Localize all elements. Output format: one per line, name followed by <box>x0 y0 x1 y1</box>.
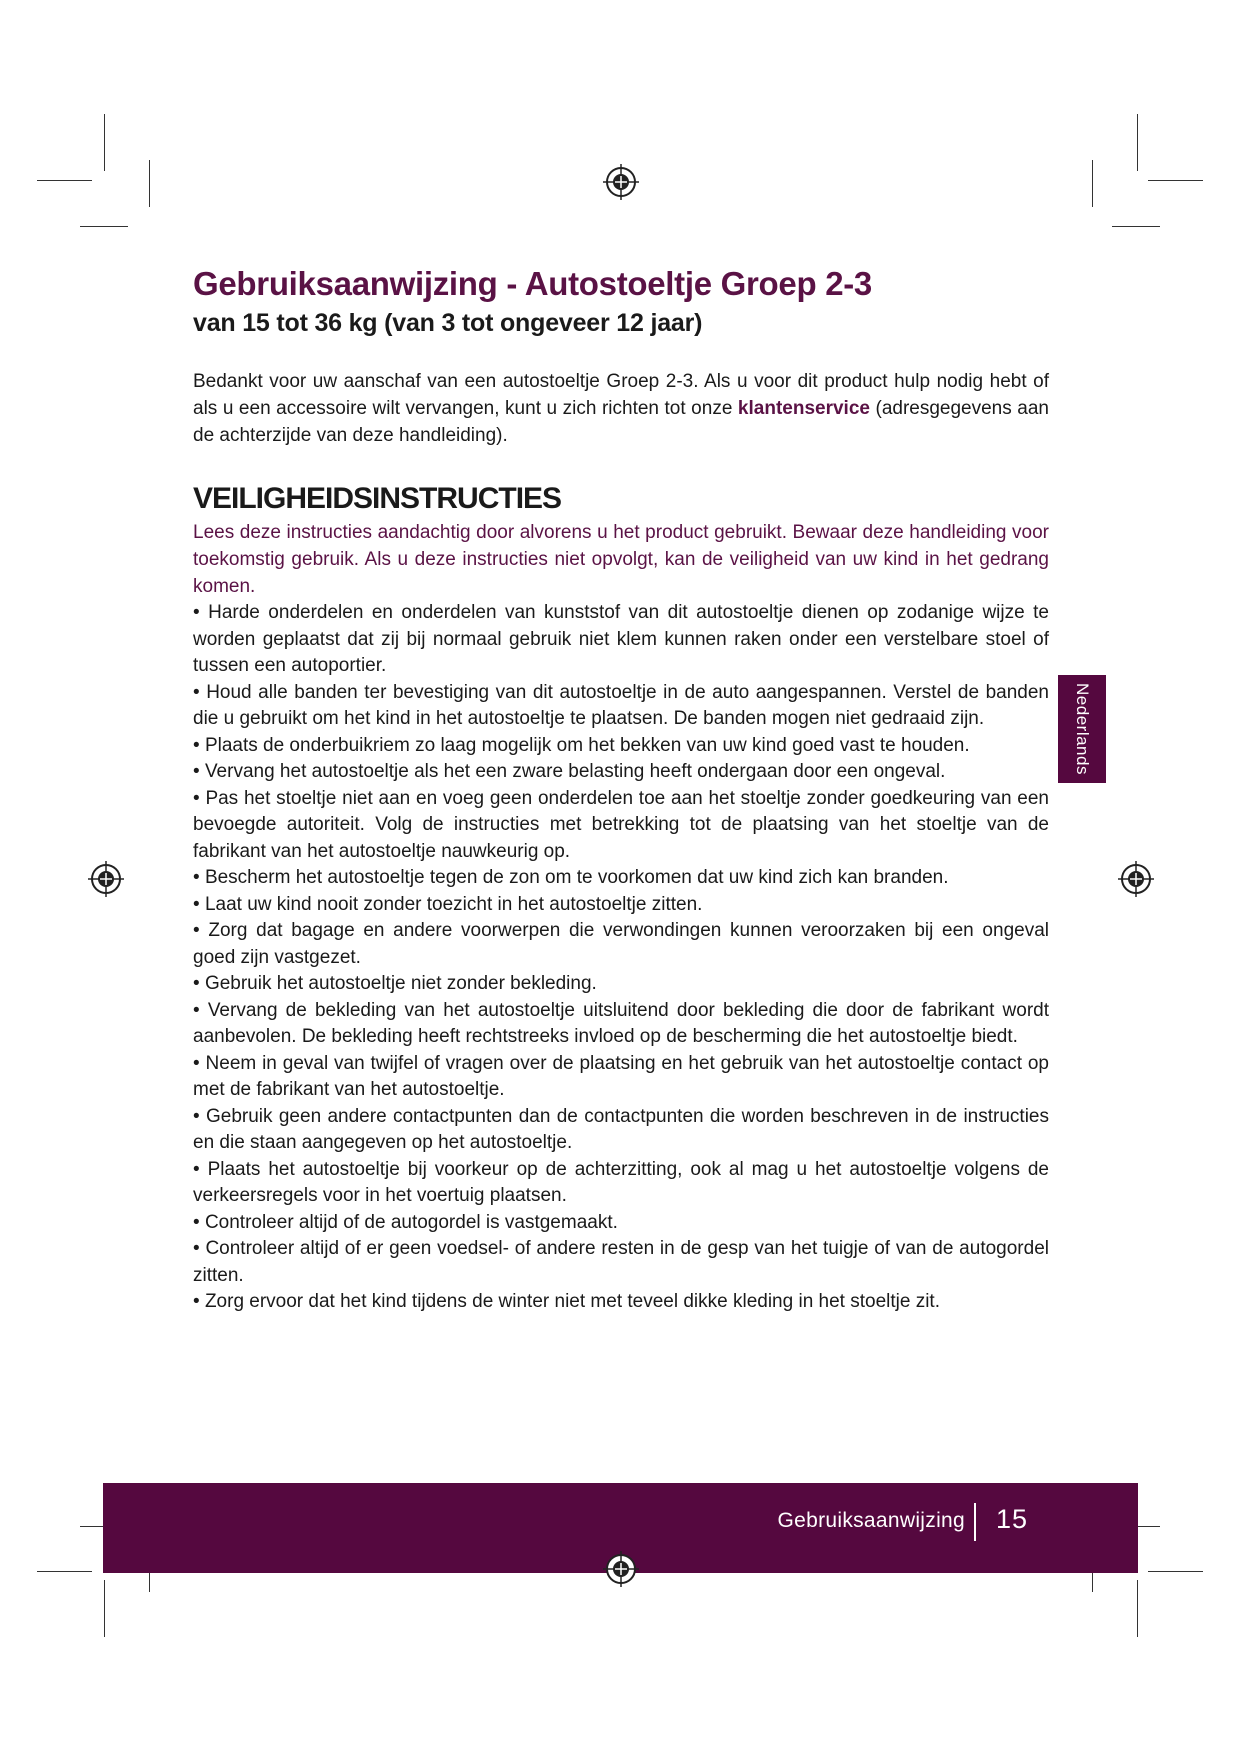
list-item: • Plaats het autostoeltje bij voorkeur op de achterzitting, ook al mag u het autostoeltje volgens de verkeersregels voor in het voertuig plaatsen. <box>193 1157 1049 1210</box>
language-tab <box>1058 675 1106 783</box>
list-item: • Neem in geval van twijfel of vragen over de plaatsing en het gebruik van het autostoeltje contact op met de fabrikant van het autostoeltje. <box>193 1051 1049 1104</box>
crop-mark <box>1148 180 1203 181</box>
list-item: • Zorg ervoor dat het kind tijdens de winter niet met teveel dikke kleding in het stoeltje zit. <box>193 1289 1049 1316</box>
list-item: • Controleer altijd of de autogordel is vastgemaakt. <box>193 1210 1049 1237</box>
list-item: • Pas het stoeltje niet aan en voeg geen onderdelen toe aan het stoeltje zonder goedkeuring van een bevoegde autoriteit. Volg de instructies met betrekking tot de plaatsing van het stoeltje van de fabrikant van het autostoeltje nauwkeurig op. <box>193 786 1049 866</box>
crop-mark <box>80 226 128 227</box>
list-item: • Harde onderdelen en onderdelen van kunststof van dit autostoeltje dienen op zodanige wijze te worden geplaatst dat zij bij normaal gebruik niet klem kunnen raken onder een verstelbare stoel of tussen een autoportier. <box>193 600 1049 680</box>
customer-service-link: klantenservice <box>737 398 870 419</box>
page-subtitle: van 15 tot 36 kg (van 3 tot ongeveer 12 jaar) <box>193 309 703 337</box>
safety-warning: Lees deze instructies aandachtig door alvorens u het product gebruikt. Bewaar deze handleiding voor toekomstig gebruik. Als u deze instructies niet opvolgt, kan de veiligheid van uw kind in het gedrang komen. <box>193 522 1049 597</box>
list-item: • Plaats de onderbuikriem zo laag mogelijk om het bekken van uw kind goed vast te houden. <box>193 733 1049 760</box>
crop-mark <box>1112 226 1160 227</box>
list-item: • Vervang de bekleding van het autostoeltje uitsluitend door bekleding die door de fabrikant wordt aanbevolen. De bekleding heeft rechtstreeks invloed op de bescherming die het autostoeltje biedt. <box>193 998 1049 1051</box>
list-item: • Gebruik geen andere contactpunten dan de contactpunten die worden beschreven in de instructies en die staan aangegeven op het autostoeltje. <box>193 1104 1049 1157</box>
crop-mark <box>104 1580 105 1637</box>
footer-label: Gebruiksaanwijzing <box>777 1509 965 1532</box>
page-number: 15 <box>995 1504 1028 1534</box>
intro-paragraph <box>193 368 1049 449</box>
crop-mark <box>1137 114 1138 171</box>
registration-mark-icon <box>86 859 126 899</box>
crop-mark <box>37 180 92 181</box>
section-title: VEILIGHEIDSINSTRUCTIES <box>193 482 562 515</box>
list-item: • Zorg dat bagage en andere voorwerpen die verwondingen kunnen veroorzaken bij een ongeval goed zijn vastgezet. <box>193 918 1049 971</box>
language-tab-label: Nederlands <box>1073 683 1092 775</box>
crop-mark <box>37 1571 92 1572</box>
intro-end: (adresgegevens aan de achterzijde van deze handleiding). <box>193 398 1049 446</box>
crop-mark <box>1092 160 1093 207</box>
list-item: • Laat uw kind nooit zonder toezicht in het autostoeltje zitten. <box>193 892 1049 919</box>
list-item: • Controleer altijd of er geen voedsel- of andere resten in de gesp van het tuigje of van de autogordel zitten. <box>193 1236 1049 1289</box>
crop-mark <box>1137 1580 1138 1637</box>
list-item: • Bescherm het autostoeltje tegen de zon om te voorkomen dat uw kind zich kan branden. <box>193 865 1049 892</box>
list-item: • Gebruik het autostoeltje niet zonder bekleding. <box>193 971 1049 998</box>
list-item: • Vervang het autostoeltje als het een zware belasting heeft ondergaan door een ongeval. <box>193 759 1049 786</box>
crop-mark <box>1148 1571 1203 1572</box>
intro-text: Bedankt voor uw aanschaf van een autostoeltje Groep 2-3. Als u voor dit product hulp nodig hebt of als u een accessoire wilt vervangen, kunt u zich richten tot onze <box>193 371 1049 419</box>
page-title: Gebruiksaanwijzing - Autostoeltje Groep 2-3 <box>193 265 872 302</box>
footer-divider <box>974 1503 976 1541</box>
safety-instructions-list <box>193 600 1049 1316</box>
registration-mark-icon <box>601 1549 641 1589</box>
list-item: • Houd alle banden ter bevestiging van dit autostoeltje in de auto aangespannen. Verstel de banden die u gebruikt om het kind in het autostoeltje te plaatsen. De banden mogen niet gedraaid zijn. <box>193 680 1049 733</box>
page-content <box>193 262 1049 1316</box>
crop-mark <box>104 114 105 171</box>
registration-mark-icon <box>601 162 641 202</box>
crop-mark <box>149 160 150 207</box>
registration-mark-icon <box>1116 859 1156 899</box>
